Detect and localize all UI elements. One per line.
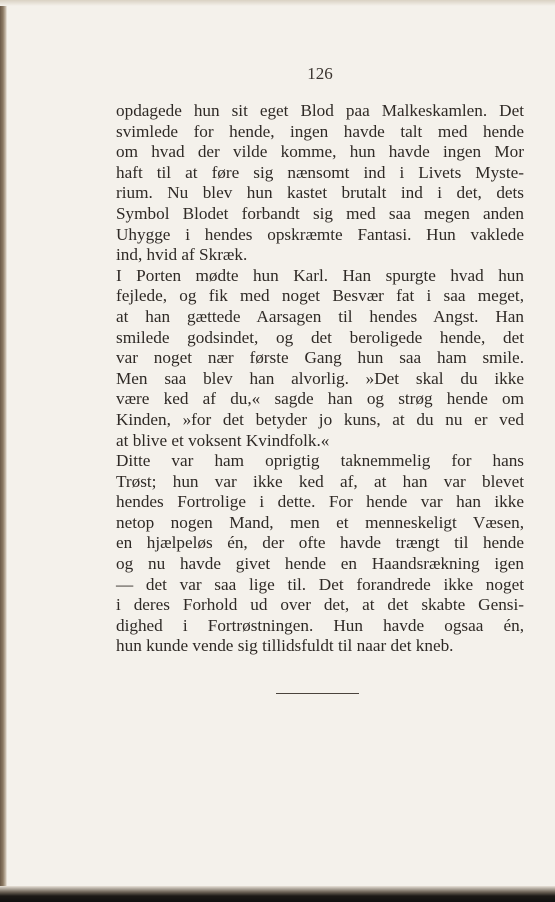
text-line: om hvad der vilde komme, hun havde ingen Mor [116,142,524,162]
text-line: haft til at føre sig nænsomt ind i Livets Myste- [116,162,524,182]
text-line: Men saa blev han alvorlig. »Det skal du ikke [116,368,524,388]
text-line: Trøst; hun var ikke ked af, at han var blevet [116,471,524,491]
text-line: at han gættede Aarsagen til hendes Angst. Han [116,306,524,326]
section-divider [276,693,359,694]
text-line: hun kunde vende sig tillidsfuldt til naar det kneb. [116,636,454,656]
text-line: — det var saa lige til. Det forandrede ikke noget [116,574,524,594]
text-line: hendes Fortrolige i dette. For hende var han ikke [116,492,524,512]
text-line: svimlede for hende, ingen havde talt med hende [116,121,524,141]
text-line: Uhygge i hendes opskræmte Fantasi. Hun vaklede [116,224,524,244]
text-line: var noget nær første Gang hun saa ham smile. [116,348,524,368]
text-line: at blive et voksent Kvindfolk.« [116,430,330,450]
page-bottom-edge [0,886,555,902]
text-line: I Porten mødte hun Karl. Han spurgte hvad hun [116,265,524,285]
text-line: en hjælpeløs én, der ofte havde trængt til hende [116,533,524,553]
text-line: opdagede hun sit eget Blod paa Malkeskamlen. Det [116,101,524,120]
text-line: netop nogen Mand, men et menneskeligt Væsen, [116,512,524,532]
page-gutter [0,0,7,902]
text-line: rium. Nu blev hun kastet brutalt ind i det, dets [116,183,524,203]
text-line: ind, hvid af Skræk. [116,245,248,265]
text-line: smilede godsindet, og det beroligede hende, det [116,327,524,347]
page-number: 126 [307,64,333,83]
text-line: være ked af du,« sagde han og strøg hende om [116,389,524,409]
text-line: Kinden, »for det betyder jo kuns, at du nu er ved [116,409,524,429]
text-line: dighed i Fortrøstningen. Hun havde ogsaa én, [116,615,524,635]
body-text [116,101,524,657]
page-top-edge [0,0,555,6]
text-line: og nu havde givet hende en Haandsrækning igen [116,554,524,574]
text-line: Symbol Blodet forbandt sig med saa megen anden [116,203,524,223]
text-line: fejlede, og fik med noget Besvær fat i saa meget, [116,286,524,306]
text-line: Ditte var ham oprigtig taknemmelig for hans [116,451,524,471]
text-line: i deres Forhold ud over det, at det skabte Gensi- [116,595,524,615]
